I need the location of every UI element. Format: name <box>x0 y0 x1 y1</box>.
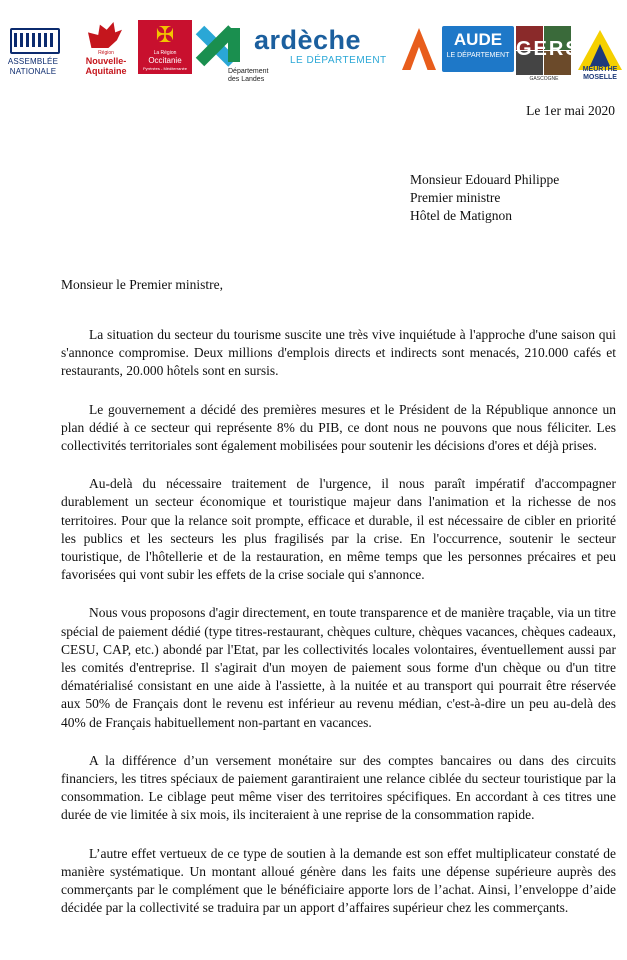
logo-text: Occitanie <box>148 56 182 65</box>
logo-text: AUDE <box>453 30 503 49</box>
logo-text: Pyrénées - Méditerranée <box>142 66 188 71</box>
logo-text: LE DÉPARTEMENT <box>290 55 387 66</box>
paragraph-text: Au-delà du nécessaire traitement de l'urgence, il nous paraît impératif d'accompagner durablement un secteur économique et touristique majeur dans l'animation et la richesse de nos territoires. Pour que la relance soit prompte, efficace et durable, il est nécessaire de cibler en priorité les publics et les secteurs les plus fragilisés par la crise. En l'occurrence, soutenir le secteur touristique, de l'hôtellerie et de la restauration, en même temps que les personnes précaires et peu favorisées qui vont subir les effets de la crise sociale qui s'annonce. <box>61 476 616 583</box>
logo-text: GERS <box>516 38 581 60</box>
logo-text: des Landes <box>228 76 265 83</box>
paragraph-text: A la différence d’un versement monétaire sur des comptes bancaires ou dans des circuits financiers, les titres spéciaux de paiement garantiraient une relance ciblée du secteur touristique par la consommation. Le ciblage peut même viser des territoires spécifiques. En accordant à ces titres une durée de vie limitée à six mois, ils inciteraient à une reprise de la consommation rapide. <box>61 752 616 823</box>
hemicycle-icon <box>10 28 60 54</box>
logo-text: La Région <box>153 50 177 56</box>
paragraph <box>61 604 616 731</box>
ardeche-logo <box>254 26 396 72</box>
logo-text: GASCOGNE <box>529 76 559 82</box>
paragraph-text: Nous vous proposons d'agir directement, en toute transparence et de manière traçable, via un titre spécial de paiement dédié (type titres-restaurant, chèques culture, chèques vacances, chèques cadeaux, CESU, CAP, etc.) abondé par l'Etat, par les collectivités locales volontaires, éventuellement aussi par les comités d'entreprise. Il s'agirait d'un moyen de paiement sous forme d'un chèque ou d'un titre dématérialisé consistant en une aide à l'assiette, à la nuitée et au transport qui pourrait être réservée aux 50% de Français dont le revenu est inférieur au revenu médian, c'est-à-dire un peu au-delà des 40% de Français habituellement non-partant en vacances. <box>61 605 616 730</box>
assemblee-nationale-logo <box>2 20 64 80</box>
paragraph-text: L’autre effet vertueux de ce type de soutien à la demande est son effet multiplicateur constaté de manière systématique. Un montant alloué génère dans les faits une dépense supérieure auprès des commerçants par le complément que le bénéficiaire apporte lors de l’achat. Ainsi, l’enveloppe d’aide décidée par la collectivité se traduira par un apport d’affaires supérieur chez les commerçants. <box>61 845 616 916</box>
logo-text: Nouvelle- <box>85 56 127 66</box>
paragraph <box>61 845 616 918</box>
nouvelle-aquitaine-logo <box>80 22 130 80</box>
logo-text: Aquitaine <box>85 66 127 76</box>
occitanie-logo <box>138 20 192 74</box>
lion-icon <box>88 22 122 48</box>
logo-text: Département <box>228 68 269 75</box>
paragraph-text: La situation du secteur du tourisme suscite une très vive inquiétude à l'approche d'une saison qui s'annonce compromise. Deux millions d'emplois directs et indirects sont menacés, 210.000 cafés et restaurants, 20.000 hôtels sont en sursis. <box>61 327 616 379</box>
recipient-location: Hôtel de Matignon <box>410 208 512 223</box>
aude-logo <box>400 24 514 74</box>
occitan-cross-icon: ✠ <box>155 22 175 47</box>
letter-date: Le 1er mai 2020 <box>526 103 615 118</box>
letter-body <box>61 326 616 937</box>
logo-text: LE DÉPARTEMENT <box>446 52 510 59</box>
landes-mark-icon <box>228 28 240 62</box>
logo-text: ASSEMBLÉE <box>7 57 59 66</box>
landes-logo <box>198 22 269 83</box>
recipient-name: Monsieur Edouard Philippe <box>410 172 560 187</box>
gers-logo <box>516 26 581 82</box>
paragraph <box>61 326 616 381</box>
aude-mark-icon <box>402 28 436 70</box>
logo-text: Région <box>98 50 114 56</box>
logo-banner <box>0 0 627 92</box>
logo-text: NATIONALE <box>9 67 57 76</box>
logo-text: MOSELLE <box>583 74 617 81</box>
paragraph-text: Le gouvernement a décidé des premières mesures et le Président de la République annonce un plan dédié à ce secteur qui représente 8% du PIB, ce dont nous ne pouvons que nous féliciter. Les collectivités territoriales sont également mobilisées pour soutenir les décisions d'ores et déjà prises. <box>61 401 616 454</box>
paragraph <box>61 401 616 456</box>
paragraph <box>61 752 616 825</box>
meurthe-moselle-logo <box>576 30 624 82</box>
logo-text: MEURTHE <box>582 66 618 73</box>
recipient-address <box>410 171 559 225</box>
recipient-title: Premier ministre <box>410 190 501 205</box>
salutation: Monsieur le Premier ministre, <box>61 277 223 292</box>
logo-text: ardèche <box>254 25 362 55</box>
paragraph <box>61 475 616 584</box>
